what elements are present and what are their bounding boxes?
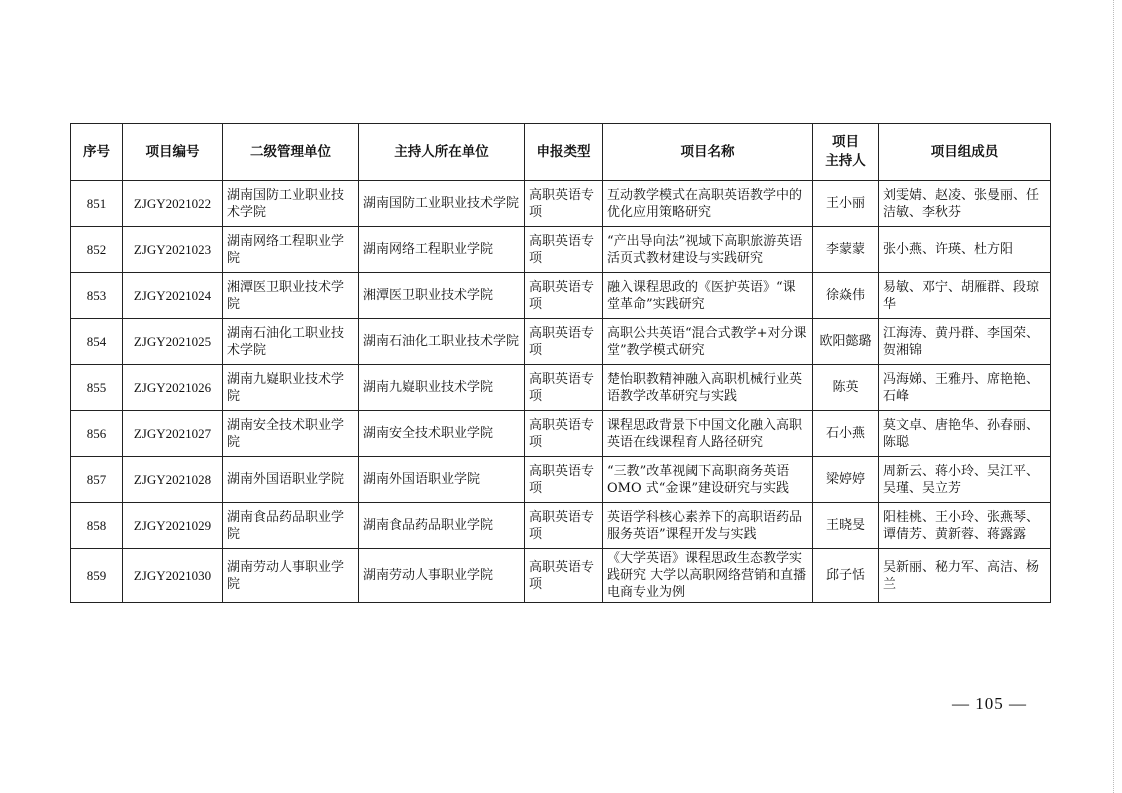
project-name: 高职公共英语“混合式教学+对分课堂”教学模式研究 — [603, 319, 813, 365]
team-members: 阳桂桃、王小玲、张燕琴、谭倩芳、黄新蓉、蒋露露 — [879, 503, 1051, 549]
project-name: 互动教学模式在高职英语教学中的优化应用策略研究 — [603, 181, 813, 227]
project-name: “三教”改革视阈下高职商务英语 OMO 式“金课”建设研究与实践 — [603, 457, 813, 503]
row-number: 857 — [71, 457, 123, 503]
application-type: 高职英语专项 — [525, 181, 603, 227]
project-leader: 王小丽 — [813, 181, 879, 227]
project-name: 英语学科核心素养下的高职语药品服务英语”课程开发与实践 — [603, 503, 813, 549]
project-leader: 欧阳懿璐 — [813, 319, 879, 365]
project-code: ZJGY2021022 — [123, 181, 223, 227]
header-cell: 项目组成员 — [879, 124, 1051, 181]
project-leader: 梁婷婷 — [813, 457, 879, 503]
team-members: 莫文卓、唐艳华、孙春丽、陈聪 — [879, 411, 1051, 457]
project-leader: 王晓旻 — [813, 503, 879, 549]
table-row — [71, 227, 1051, 273]
table-body — [71, 181, 1051, 603]
header-cell: 序号 — [71, 124, 123, 181]
project-name: 融入课程思政的《医护英语》“课堂革命”实践研究 — [603, 273, 813, 319]
project-code: ZJGY2021024 — [123, 273, 223, 319]
management-unit: 湖南外国语职业学院 — [223, 457, 359, 503]
team-members: 吴新丽、秘力军、高洁、杨兰 — [879, 549, 1051, 603]
row-number: 858 — [71, 503, 123, 549]
table-header-row — [71, 124, 1051, 181]
table-row — [71, 319, 1051, 365]
row-number: 855 — [71, 365, 123, 411]
project-table — [70, 123, 1051, 603]
management-unit: 湖南国防工业职业技术学院 — [223, 181, 359, 227]
application-type: 高职英语专项 — [525, 549, 603, 603]
team-members: 冯海娣、王雅丹、席艳艳、石峰 — [879, 365, 1051, 411]
table-row — [71, 457, 1051, 503]
project-name: 课程思政背景下中国文化融入高职英语在线课程育人路径研究 — [603, 411, 813, 457]
host-unit: 湖南劳动人事职业学院 — [359, 549, 525, 603]
application-type: 高职英语专项 — [525, 411, 603, 457]
host-unit: 湖南国防工业职业技术学院 — [359, 181, 525, 227]
project-name: 《大学英语》课程思政生态教学实践研究 大学以高职网络营销和直播电商专业为例 — [603, 549, 813, 603]
project-code: ZJGY2021029 — [123, 503, 223, 549]
margin-edge — [1113, 0, 1114, 793]
management-unit: 湖南食品药品职业学院 — [223, 503, 359, 549]
header-cell: 申报类型 — [525, 124, 603, 181]
row-number: 859 — [71, 549, 123, 603]
table-row — [71, 411, 1051, 457]
table-row — [71, 273, 1051, 319]
table-row — [71, 549, 1051, 603]
project-code: ZJGY2021023 — [123, 227, 223, 273]
host-unit: 湖南安全技术职业学院 — [359, 411, 525, 457]
header-cell: 主持人所在单位 — [359, 124, 525, 181]
management-unit: 湖南石油化工职业技术学院 — [223, 319, 359, 365]
application-type: 高职英语专项 — [525, 319, 603, 365]
project-code: ZJGY2021026 — [123, 365, 223, 411]
row-number: 854 — [71, 319, 123, 365]
project-leader: 李蒙蒙 — [813, 227, 879, 273]
header-cell: 项目编号 — [123, 124, 223, 181]
host-unit: 湖南外国语职业学院 — [359, 457, 525, 503]
management-unit: 湖南九嶷职业技术学院 — [223, 365, 359, 411]
team-members: 易敏、邓宁、胡雁群、段琼华 — [879, 273, 1051, 319]
header-cell: 二级管理单位 — [223, 124, 359, 181]
project-leader: 石小燕 — [813, 411, 879, 457]
header-cell — [813, 124, 879, 181]
management-unit: 湖南劳动人事职业学院 — [223, 549, 359, 603]
application-type: 高职英语专项 — [525, 227, 603, 273]
row-number: 851 — [71, 181, 123, 227]
header-cell-text: 项目 主持人 — [825, 134, 866, 169]
header-cell: 项目名称 — [603, 124, 813, 181]
application-type: 高职英语专项 — [525, 457, 603, 503]
management-unit: 湖南网络工程职业学院 — [223, 227, 359, 273]
host-unit: 湖南九嶷职业技术学院 — [359, 365, 525, 411]
team-members: 江海涛、黄丹群、李国荣、贺湘锦 — [879, 319, 1051, 365]
table-row — [71, 181, 1051, 227]
host-unit: 湘潭医卫职业技术学院 — [359, 273, 525, 319]
project-name: 楚怡职教精神融入高职机械行业英语教学改革研究与实践 — [603, 365, 813, 411]
host-unit: 湖南石油化工职业技术学院 — [359, 319, 525, 365]
project-leader: 陈英 — [813, 365, 879, 411]
row-number: 853 — [71, 273, 123, 319]
host-unit: 湖南食品药品职业学院 — [359, 503, 525, 549]
project-name: “产出导向法”视域下高职旅游英语活页式教材建设与实践研究 — [603, 227, 813, 273]
table-row — [71, 503, 1051, 549]
application-type: 高职英语专项 — [525, 273, 603, 319]
row-number: 852 — [71, 227, 123, 273]
application-type: 高职英语专项 — [525, 503, 603, 549]
host-unit: 湖南网络工程职业学院 — [359, 227, 525, 273]
application-type: 高职英语专项 — [525, 365, 603, 411]
team-members: 张小燕、许瑛、杜方阳 — [879, 227, 1051, 273]
team-members: 周新云、蒋小玲、吴江平、吴瑾、吴立芳 — [879, 457, 1051, 503]
management-unit: 湘潭医卫职业技术学院 — [223, 273, 359, 319]
team-members: 刘雯婧、赵凌、张曼丽、任洁敏、李秋芬 — [879, 181, 1051, 227]
row-number: 856 — [71, 411, 123, 457]
page-number: — 105 — — [952, 694, 1027, 713]
table-row — [71, 365, 1051, 411]
project-code: ZJGY2021025 — [123, 319, 223, 365]
management-unit: 湖南安全技术职业学院 — [223, 411, 359, 457]
project-leader: 徐焱伟 — [813, 273, 879, 319]
project-leader: 邱子恬 — [813, 549, 879, 603]
project-code: ZJGY2021028 — [123, 457, 223, 503]
project-code: ZJGY2021027 — [123, 411, 223, 457]
project-code: ZJGY2021030 — [123, 549, 223, 603]
